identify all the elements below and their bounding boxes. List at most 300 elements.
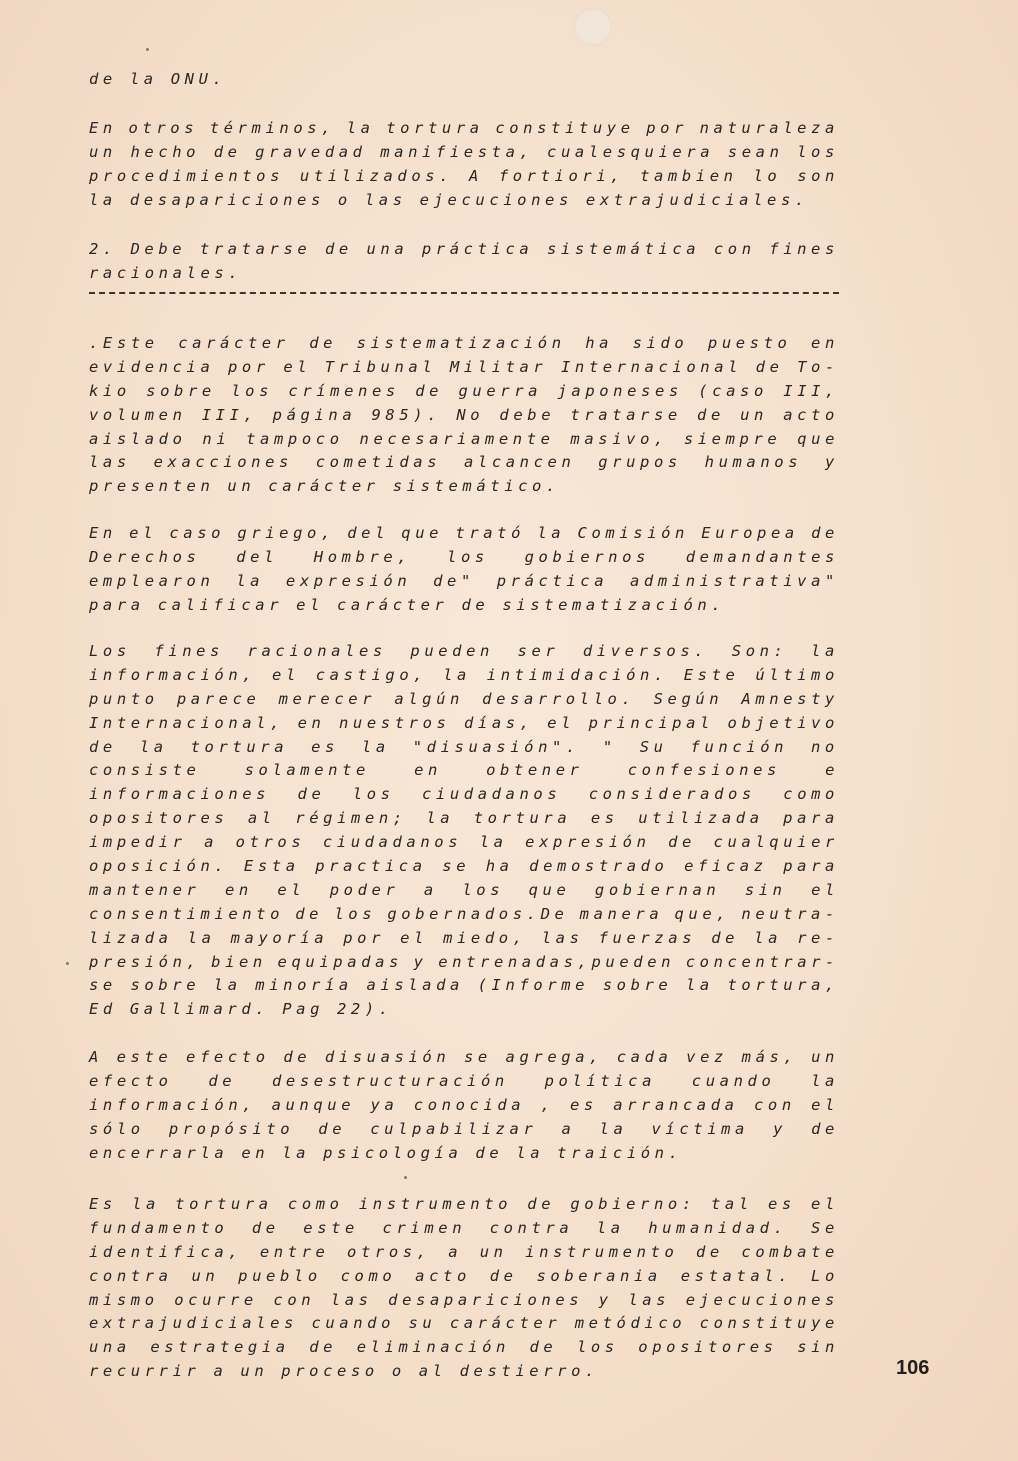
- word: aunque: [271, 1095, 356, 1114]
- text-line: [89, 640, 839, 664]
- word: los: [231, 381, 274, 400]
- word: instrumento: [358, 1195, 513, 1213]
- word: gobiernos: [524, 547, 650, 566]
- word: impedir: [89, 833, 187, 852]
- word: de: [527, 1195, 556, 1213]
- word: el: [296, 595, 324, 614]
- word: Son:: [731, 642, 788, 660]
- word: que,: [674, 904, 731, 923]
- text-line: [89, 879, 839, 903]
- word: fines: [769, 240, 839, 258]
- word: humanidad.: [648, 1218, 788, 1237]
- word: de: [208, 1071, 237, 1090]
- text-line: [89, 165, 839, 189]
- word: puesto: [707, 334, 792, 352]
- text-line: [89, 522, 839, 546]
- word: solamente: [244, 761, 370, 780]
- word: poder: [329, 880, 400, 899]
- word: del: [347, 524, 389, 542]
- word: ha: [585, 334, 614, 352]
- word: miedo,: [443, 928, 527, 947]
- word: el: [277, 880, 306, 899]
- word: las: [364, 190, 407, 209]
- word: parece: [176, 689, 261, 708]
- word: de: [811, 524, 839, 542]
- word: se: [89, 976, 117, 995]
- word: griego,: [237, 524, 335, 542]
- word: la: [213, 976, 242, 995]
- word: es: [767, 1195, 796, 1213]
- speck: [146, 48, 149, 51]
- word: la: [139, 737, 168, 756]
- word: por: [343, 928, 386, 947]
- word: proceso: [281, 1362, 379, 1381]
- word: tortura: [473, 809, 572, 828]
- word: Pag: [282, 1000, 324, 1019]
- word: evidencia: [89, 357, 215, 376]
- word: gobiernan: [594, 880, 721, 899]
- word: y: [598, 1290, 613, 1309]
- word: ocurre: [174, 1290, 258, 1309]
- word: Es: [89, 1195, 117, 1213]
- word: concentrar-: [685, 952, 839, 971]
- text-line: [89, 68, 839, 92]
- word: presión,: [89, 952, 201, 971]
- word: un: [89, 142, 117, 161]
- word: algún: [394, 689, 464, 708]
- text-line: [89, 380, 839, 404]
- word: destierro.: [459, 1362, 599, 1381]
- word: las: [628, 1290, 671, 1309]
- word: mayoría: [230, 928, 329, 947]
- word: fundamento: [89, 1218, 229, 1237]
- word: la: [132, 1195, 160, 1213]
- text-line: [89, 189, 839, 213]
- word: Lo: [811, 1266, 839, 1285]
- word: Su: [639, 737, 668, 756]
- word: principal: [588, 713, 714, 732]
- word: castigo,: [315, 665, 428, 684]
- word: la: [596, 1218, 625, 1237]
- text-line: [89, 141, 839, 165]
- text-line: [89, 404, 839, 428]
- word: practica: [315, 857, 427, 876]
- word: las: [541, 928, 584, 947]
- word: el: [400, 928, 428, 947]
- word: las: [89, 453, 131, 472]
- word: neutra-: [741, 904, 839, 923]
- word: Tribunal: [324, 357, 437, 376]
- word: No: [456, 405, 485, 424]
- word: la: [89, 190, 117, 209]
- word: caso: [169, 524, 226, 542]
- word: contra: [89, 1266, 173, 1285]
- word: desapariciones: [129, 190, 325, 209]
- word: el: [283, 357, 312, 376]
- text-line: [89, 1094, 839, 1118]
- text-line: [89, 1142, 839, 1166]
- word: utilizados.: [299, 166, 454, 185]
- word: ejecuciones: [685, 1290, 839, 1309]
- word: A: [469, 166, 483, 185]
- word: los: [462, 880, 505, 899]
- word: de: [283, 1048, 312, 1066]
- paragraph: [89, 332, 839, 499]
- word: siempre: [683, 429, 782, 448]
- text-line: [89, 927, 839, 951]
- word: el: [811, 1195, 839, 1213]
- word: el: [547, 713, 576, 732]
- word: sistemática: [546, 240, 701, 258]
- word: de: [811, 1119, 839, 1138]
- word: cualesquiera: [547, 142, 715, 161]
- word: un: [240, 1362, 269, 1381]
- text-line: [89, 117, 839, 141]
- word: tal: [710, 1195, 753, 1213]
- text-line: [89, 807, 839, 831]
- word: re-: [797, 928, 839, 947]
- word: humanos: [704, 453, 803, 472]
- word: tampoco: [246, 429, 344, 448]
- word: sin: [744, 880, 787, 899]
- word: Esta: [243, 857, 300, 876]
- word: tortura: [190, 737, 289, 756]
- word: identifica,: [89, 1242, 243, 1261]
- word: información,: [89, 665, 257, 684]
- word: ciudadanos: [421, 785, 562, 804]
- word: To-: [797, 357, 839, 376]
- word: tortura: [175, 1195, 273, 1213]
- punch-hole: [574, 8, 612, 46]
- word: crimen: [382, 1218, 467, 1237]
- word: este: [303, 1218, 359, 1237]
- word: Los: [89, 642, 131, 660]
- word: para: [783, 857, 839, 876]
- word: traición.: [557, 1143, 683, 1162]
- text-line: [89, 998, 839, 1022]
- word: Gallimard.: [129, 1000, 270, 1019]
- word: la: [811, 642, 839, 660]
- word: pueden: [410, 642, 494, 660]
- word: gravedad: [255, 142, 367, 161]
- text-line: [89, 428, 839, 452]
- word: Derechos: [89, 547, 201, 566]
- word: el: [129, 524, 158, 542]
- word: tratarse: [199, 240, 312, 258]
- word: o: [337, 190, 352, 209]
- word: información,: [89, 1095, 257, 1114]
- word: administrativa": [629, 571, 839, 590]
- word: se: [442, 857, 471, 876]
- word: Militar: [449, 357, 548, 376]
- word: de: [415, 381, 444, 400]
- word: volumen: [89, 405, 187, 424]
- text-line: [89, 1193, 839, 1217]
- word: sean: [727, 142, 784, 161]
- dashed-rule: [89, 292, 839, 294]
- word: su: [408, 1314, 437, 1333]
- word: gobernados.De: [387, 904, 569, 923]
- word: mantener: [89, 880, 201, 899]
- word: los: [334, 904, 377, 923]
- text-line: [89, 951, 839, 975]
- word: estrategia: [150, 1338, 290, 1357]
- word: racionales: [247, 642, 387, 660]
- word: ya: [370, 1095, 399, 1114]
- word: Internacional,: [89, 713, 285, 732]
- word: efecto: [186, 1048, 270, 1066]
- word: de: [251, 1218, 280, 1237]
- word: presenten: [89, 477, 215, 496]
- word: culpabilizar: [370, 1119, 538, 1138]
- speck: [66, 962, 69, 965]
- word: conocida: [413, 1095, 526, 1114]
- word: ,: [540, 1095, 555, 1114]
- word: por: [646, 119, 689, 137]
- word: sólo: [89, 1119, 145, 1138]
- word: los: [797, 142, 839, 161]
- word: naturaleza: [699, 119, 839, 137]
- word: un: [191, 1266, 220, 1285]
- word: con: [753, 1095, 796, 1114]
- text-line: [89, 238, 839, 262]
- word: combate: [741, 1242, 839, 1261]
- word: y: [413, 952, 428, 971]
- word: el: [811, 880, 839, 899]
- word: el: [272, 665, 300, 684]
- text-line: [89, 1046, 839, 1070]
- word: el: [811, 1095, 839, 1114]
- word: este: [116, 1048, 173, 1066]
- word: la: [686, 976, 714, 995]
- word: "disuasión".: [412, 737, 580, 756]
- word: página: [272, 405, 357, 424]
- word: como: [783, 785, 839, 804]
- word: Internacional: [560, 357, 743, 376]
- word: otros: [235, 833, 306, 852]
- word: fortiori,: [498, 166, 625, 185]
- word: de: [324, 240, 353, 258]
- word: en: [414, 761, 442, 780]
- text-line: [89, 831, 839, 855]
- word: de: [318, 1119, 347, 1138]
- word: desapariciones: [388, 1290, 584, 1309]
- word: sobre: [130, 976, 201, 995]
- word: crímenes: [288, 381, 400, 400]
- word: una: [366, 240, 409, 258]
- word: ser: [517, 642, 560, 660]
- word: víctima: [651, 1119, 749, 1138]
- word: ha: [485, 857, 514, 876]
- paragraph: [89, 640, 839, 1022]
- word: los: [576, 1338, 619, 1357]
- word: intimidación.: [486, 665, 668, 684]
- word: instrumento: [525, 1242, 679, 1261]
- word: la: [187, 928, 216, 947]
- word: los: [352, 785, 395, 804]
- word: procedimientos: [89, 166, 285, 185]
- word: lo: [753, 166, 782, 185]
- word: ejecuciones: [419, 190, 573, 209]
- word: se: [463, 1048, 492, 1066]
- word: la: [129, 70, 158, 88]
- word: la: [426, 809, 455, 828]
- word: tratarse: [570, 405, 682, 424]
- word: cualquier: [713, 833, 839, 852]
- text-line: [89, 451, 839, 475]
- word: Este: [683, 665, 740, 684]
- word: (caso: [698, 381, 768, 400]
- text-line: [89, 688, 839, 712]
- word: de: [711, 928, 740, 947]
- word: de: [489, 1266, 518, 1285]
- word: consiste: [89, 761, 201, 780]
- word: la: [754, 928, 783, 947]
- word: de: [89, 737, 117, 756]
- text-line: [89, 1118, 839, 1142]
- word: Amnesty: [741, 689, 839, 708]
- word: al: [418, 1362, 447, 1381]
- word: con: [273, 1290, 316, 1309]
- word: opositores: [638, 1338, 778, 1357]
- text-line: [89, 262, 839, 286]
- paragraph: [89, 68, 839, 92]
- word: en: [297, 713, 326, 732]
- word: informaciones: [89, 785, 271, 804]
- word: a: [213, 1362, 228, 1381]
- paragraph: [89, 117, 839, 213]
- word: de: [309, 334, 338, 352]
- word: efecto: [89, 1071, 173, 1090]
- word: obtener: [486, 761, 584, 780]
- word: sistematización: [356, 334, 566, 352]
- text-line: [89, 356, 839, 380]
- word: gobierno:: [570, 1195, 696, 1213]
- word: práctica: [496, 571, 609, 590]
- text-line: [89, 1289, 839, 1313]
- word: vez: [686, 1048, 728, 1066]
- word: como: [340, 1266, 397, 1285]
- word: la: [516, 1143, 545, 1162]
- word: a: [448, 1242, 463, 1261]
- word: cuando: [691, 1071, 776, 1090]
- word: considerados: [588, 785, 756, 804]
- word: guerra: [458, 381, 543, 400]
- word: disuasión: [324, 1048, 451, 1066]
- word: kio: [89, 381, 131, 400]
- word: de: [461, 595, 490, 614]
- word: masivo,: [570, 429, 668, 448]
- word: de: [755, 357, 784, 376]
- text-line: [89, 1312, 839, 1336]
- word: demandantes: [685, 547, 839, 566]
- paragraph: [89, 1046, 839, 1165]
- text-line: [89, 1217, 839, 1241]
- word: de: [697, 405, 725, 424]
- text-line: [89, 712, 839, 736]
- word: un: [227, 477, 256, 496]
- word: un: [811, 1048, 839, 1066]
- word: propósito: [168, 1119, 295, 1138]
- word: constituye: [495, 119, 635, 137]
- word: carácter: [178, 334, 290, 352]
- word: metódico: [574, 1314, 687, 1333]
- word: III,: [783, 381, 839, 400]
- word: Europea: [701, 524, 799, 542]
- word: Hombre,: [313, 547, 412, 566]
- word: que: [797, 429, 839, 448]
- word: no: [811, 737, 839, 756]
- word: expresión: [285, 571, 412, 590]
- paragraph: [89, 238, 839, 286]
- text-line: [89, 759, 839, 783]
- word: de: [309, 1338, 338, 1357]
- word: es: [311, 737, 339, 756]
- word: de: [668, 833, 696, 852]
- word: utilizada: [638, 809, 764, 828]
- word: 22).: [337, 1000, 393, 1019]
- word: punto: [89, 689, 159, 708]
- word: cada: [616, 1048, 673, 1066]
- word: días,: [463, 713, 534, 732]
- word: tambien: [640, 166, 738, 185]
- word: soberania: [536, 1266, 662, 1285]
- text-line: [89, 903, 839, 927]
- word: equipadas: [277, 952, 403, 971]
- word: Debe: [130, 240, 187, 258]
- word: a: [204, 833, 219, 852]
- word: en: [811, 334, 839, 352]
- word: función: [690, 737, 789, 756]
- word: Ed: [89, 1000, 117, 1019]
- word: objetivo: [727, 713, 839, 732]
- word: mismo: [89, 1290, 159, 1309]
- text-line: [89, 594, 839, 618]
- word: o: [391, 1362, 406, 1381]
- word: términos,: [209, 119, 336, 137]
- text-line: [89, 664, 839, 688]
- word: .Este: [89, 334, 159, 352]
- word: carácter: [449, 1314, 562, 1333]
- word: otros,: [347, 1242, 431, 1261]
- word: en: [224, 880, 253, 899]
- word: por: [227, 357, 270, 376]
- word: 2.: [89, 240, 117, 258]
- text-line: [89, 974, 839, 998]
- word: lizada: [89, 928, 173, 947]
- word: Según: [653, 689, 724, 708]
- speck: [404, 1176, 407, 1179]
- word: grupos: [598, 453, 682, 472]
- word: cometidas: [315, 453, 442, 472]
- word: un: [740, 405, 768, 424]
- word: contra: [489, 1218, 574, 1237]
- word: desarrollo.: [482, 689, 636, 708]
- word: los: [447, 547, 489, 566]
- word: manera: [579, 904, 664, 923]
- word: son: [797, 166, 839, 185]
- word: minoría: [255, 976, 353, 995]
- word: fines: [154, 642, 224, 660]
- word: nuestros: [338, 713, 451, 732]
- word: arrancada: [613, 1095, 739, 1114]
- word: política: [544, 1071, 657, 1090]
- word: que: [528, 880, 571, 899]
- word: del: [236, 547, 279, 566]
- word: bien: [211, 952, 267, 971]
- word: confesiones: [627, 761, 781, 780]
- word: sin: [797, 1338, 839, 1357]
